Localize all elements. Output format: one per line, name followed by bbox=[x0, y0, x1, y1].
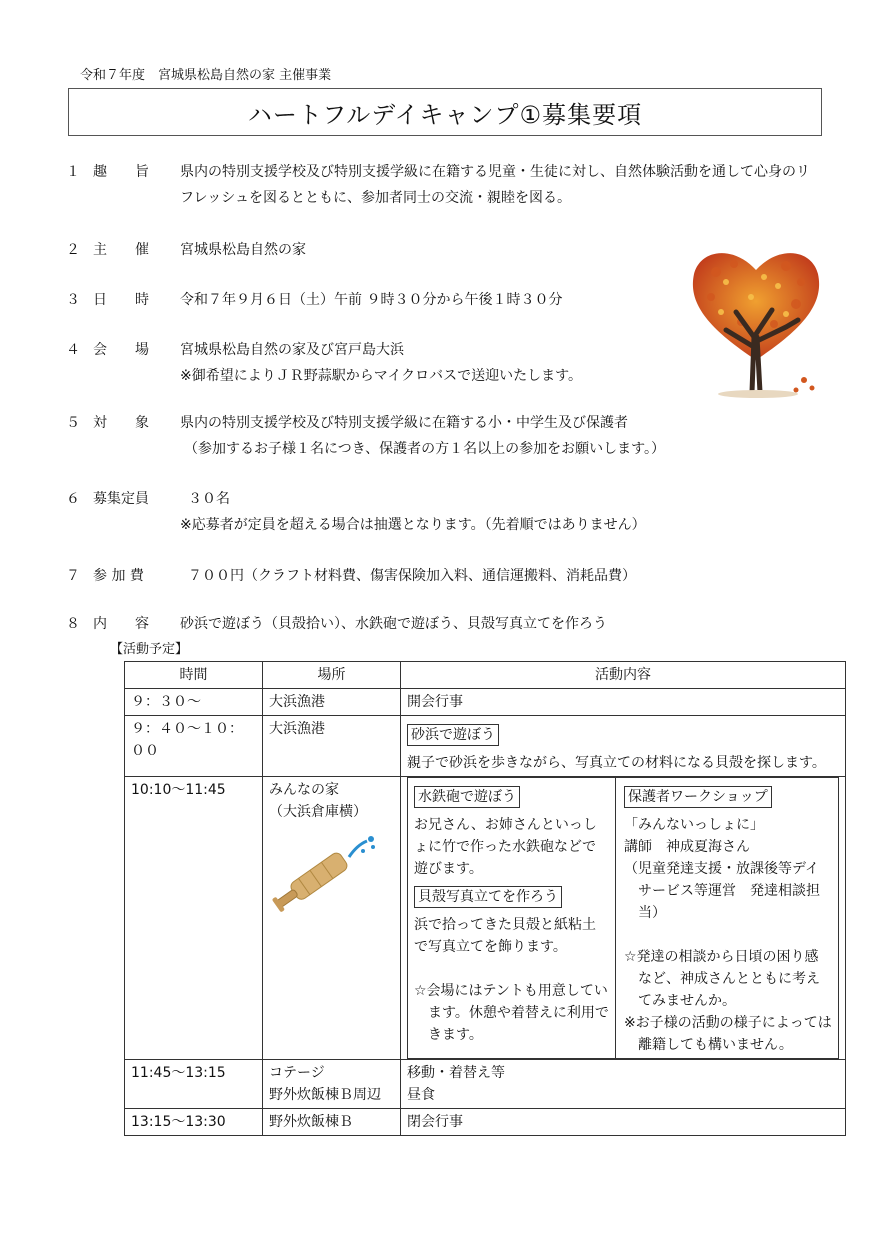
section-label: 日 時 bbox=[93, 292, 149, 308]
workshop-note: ※お子様の活動の様子によっては離籍しても構いません。 bbox=[624, 1015, 832, 1053]
activity-desc: 親子で砂浜を歩きながら、写真立ての材料になる貝殻を探します。 bbox=[407, 755, 826, 771]
section-text: 県内の特別支援学校及び特別支援学級に在籍する小・中学生及び保護者 bbox=[180, 415, 628, 431]
activity-desc: お兄さん、お姉さんといっしょに竹で作った水鉄砲などで遊びます。 bbox=[414, 817, 597, 877]
children-activity bbox=[408, 778, 616, 1059]
activity-split bbox=[407, 777, 839, 1059]
section-number: ８ bbox=[66, 616, 80, 632]
cell-time: ９：３０～ bbox=[125, 689, 263, 716]
section-note: ※御希望によりＪＲ野蒜駅からマイクロバスで送迎いたします。 bbox=[180, 368, 583, 384]
page-title-text: ハートフルデイキャンプ①募集要項 bbox=[247, 100, 643, 129]
water-gun-icon bbox=[271, 831, 381, 931]
workshop-note: ☆発達の相談から日頃の困り感など、神成さんとともに考えてみませんか。 bbox=[624, 949, 820, 1009]
activity-title: 水鉄砲で遊ぼう bbox=[414, 786, 520, 808]
parent-workshop bbox=[616, 778, 839, 1059]
section-number: ３ bbox=[66, 292, 80, 308]
section-text: 砂浜で遊ぼう（貝殻拾い）、水鉄砲で遊ぼう、貝殻写真立てを作ろう bbox=[180, 616, 607, 632]
cell-place bbox=[263, 777, 401, 1060]
cell-activity bbox=[401, 777, 846, 1060]
table-row bbox=[125, 1060, 846, 1109]
workshop-instructor: 講師 神成夏海さん bbox=[624, 839, 750, 855]
workshop-theme: 「みんないっしょに」 bbox=[624, 817, 764, 833]
section-text: 宮城県松島自然の家及び宮戸島大浜 bbox=[180, 342, 404, 358]
section-fee bbox=[0, 565, 890, 589]
table-row bbox=[125, 777, 846, 1060]
section-label: 対 象 bbox=[93, 415, 149, 431]
activity-note: ☆会場にはテントも用意しています。休憩や着替えに利用できます。 bbox=[414, 983, 609, 1043]
section-number: ６ bbox=[66, 491, 80, 507]
section-content bbox=[0, 613, 890, 637]
section-text: 宮城県松島自然の家 bbox=[180, 242, 306, 258]
section-text: ３０名 bbox=[188, 491, 230, 507]
pretitle: 令和７年度 宮城県松島自然の家 主催事業 bbox=[80, 68, 332, 83]
section-label: 趣 旨 bbox=[93, 164, 149, 180]
section-note: （参加するお子様１名につき、保護者の方１名以上の参加をお願いします。） bbox=[184, 441, 666, 457]
section-purpose bbox=[0, 161, 890, 211]
section-number: １ bbox=[66, 164, 80, 180]
section-label: 主 催 bbox=[93, 242, 149, 258]
section-label: 会 場 bbox=[93, 342, 149, 358]
activity-desc: 浜で拾ってきた貝殻と紙粘土で写真立てを飾ります。 bbox=[414, 917, 596, 955]
cell-place: 大浜漁港 bbox=[263, 689, 401, 716]
cell-time: 10:10～11:45 bbox=[125, 777, 263, 1060]
page-title bbox=[68, 88, 822, 136]
cell-time: 11:45～13:15 bbox=[125, 1060, 263, 1109]
section-target bbox=[0, 412, 890, 462]
cell-place bbox=[263, 1060, 401, 1109]
section-number: ７ bbox=[66, 568, 80, 584]
section-number: ４ bbox=[66, 342, 80, 358]
section-text: ７００円（クラフト材料費、傷害保険加入料、通信運搬料、消耗品費） bbox=[188, 568, 636, 584]
section-capacity bbox=[0, 488, 890, 538]
cell-time: 13:15～13:30 bbox=[125, 1109, 263, 1136]
cell-place: 野外炊飯棟Ｂ bbox=[263, 1109, 401, 1136]
cell-activity bbox=[401, 1060, 846, 1109]
activity-title: 砂浜で遊ぼう bbox=[407, 724, 499, 746]
workshop-instructor-role: （児童発達支援・放課後等デイサービス等運営 発達相談担当） bbox=[624, 861, 820, 921]
schedule-label: 【活動予定】 bbox=[110, 642, 189, 657]
table-row bbox=[125, 1109, 846, 1136]
table-header-row bbox=[125, 662, 846, 689]
activity-line: 移動・着替え等 bbox=[407, 1065, 505, 1081]
activity-line: 昼食 bbox=[407, 1087, 435, 1103]
place-sub: 野外炊飯棟Ｂ周辺 bbox=[269, 1087, 381, 1103]
section-label: 内 容 bbox=[93, 616, 149, 632]
place-name: コテージ bbox=[269, 1065, 325, 1081]
section-text: 県内の特別支援学校及び特別支援学級に在籍する児童・生徒に対し、自然体験活動を通して心身のリ bbox=[180, 164, 810, 180]
cell-activity bbox=[401, 716, 846, 777]
header-place: 場所 bbox=[263, 662, 401, 689]
table-row bbox=[125, 689, 846, 716]
section-number: ５ bbox=[66, 415, 80, 431]
table-row bbox=[125, 716, 846, 777]
section-note: ※応募者が定員を超える場合は抽選となります。（先着順ではありません） bbox=[180, 517, 646, 533]
place-sub: （大浜倉庫横） bbox=[269, 804, 367, 820]
section-text: 令和７年９月６日（土）午前 ９時３０分から午後１時３０分 bbox=[180, 292, 563, 308]
section-text-cont: フレッシュを図るとともに、参加者同士の交流・親睦を図る。 bbox=[180, 190, 572, 206]
section-label: 募集定員 bbox=[93, 491, 149, 507]
section-label: 参 加 費 bbox=[93, 568, 144, 584]
activity-title: 貝殻写真立てを作ろう bbox=[414, 886, 562, 908]
cell-time: ９：４０～１０：００ bbox=[125, 716, 263, 777]
cell-activity: 開会行事 bbox=[401, 689, 846, 716]
schedule-table bbox=[124, 661, 846, 1136]
heart-tree-icon bbox=[686, 242, 826, 402]
place-name: みんなの家 bbox=[269, 782, 339, 798]
section-number: ２ bbox=[66, 242, 80, 258]
cell-activity: 閉会行事 bbox=[401, 1109, 846, 1136]
cell-place: 大浜漁港 bbox=[263, 716, 401, 777]
header-activity: 活動内容 bbox=[401, 662, 846, 689]
header-time: 時間 bbox=[125, 662, 263, 689]
workshop-title: 保護者ワークショップ bbox=[624, 786, 772, 808]
